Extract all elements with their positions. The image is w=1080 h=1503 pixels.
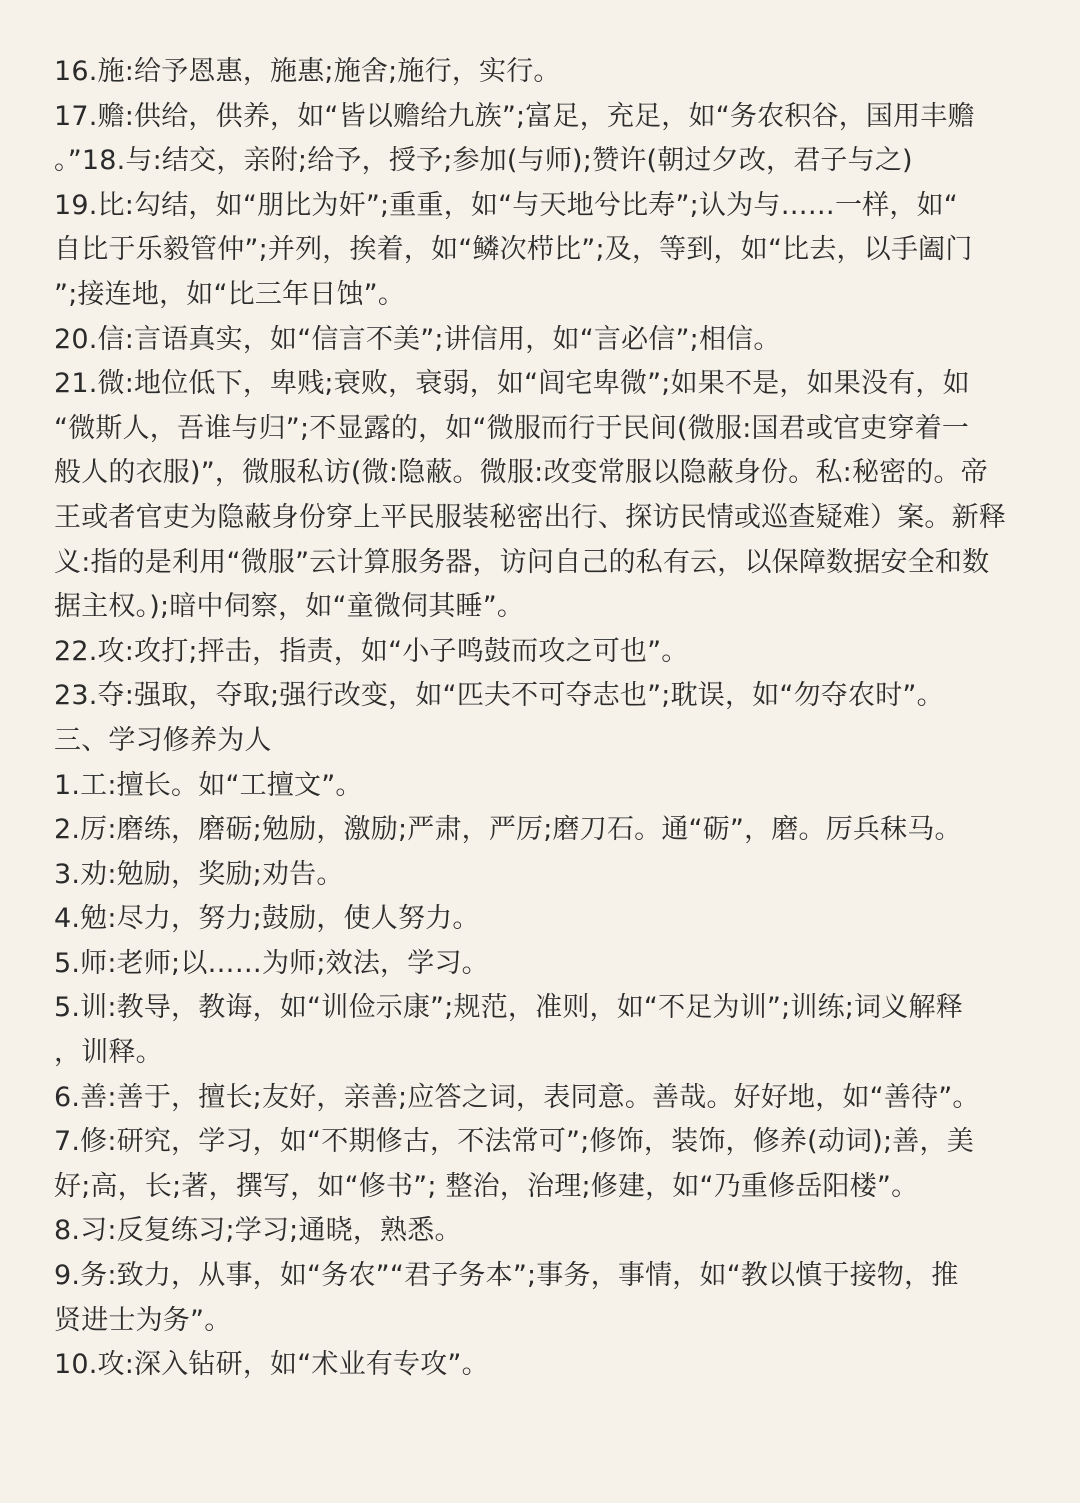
entry-1-gong: 1.工:擅长。如“工擅文”。 (54, 769, 363, 801)
entry-6-shan: 6.善:善于，擅长;友好，亲善;应答之词，表同意。善哉。好好地，如“善待”。 (54, 1081, 980, 1113)
entry-19-bi: 19.比:勾结，如“朋比为奸”;重重，如“与天地兮比寿”;认为与……一样，如“ (54, 189, 958, 221)
entry-20-xin: 20.信:言语真实，如“信言不美”;讲信用，如“言必信”;相信。 (54, 323, 781, 355)
entry-18-yu: 。”18.与:结交，亲附;给予，授予;参加(与师);赞许(朝过夕改，君子与之) (54, 145, 913, 177)
section-heading: 三、学习修养为人 (54, 724, 272, 756)
entry-22-gong: 22.攻:攻打;抨击，指责，如“小子鸣鼓而攻之可也”。 (54, 635, 689, 667)
entry-5-xun: 5.训:教导，教诲，如“训俭示康”;规范，准则，如“不足为训”;训练;词义解释 (54, 992, 963, 1024)
entry-16-shi: 16.施:给予恩惠，施惠;施舍;施行，实行。 (54, 56, 561, 87)
entry-23-duo: 23.夺:强取，夺取;强行改变，如“匹夫不可夺志也”;耽误，如“勿夺农时”。 (54, 680, 944, 712)
entry-21-wei-cont-1: “微斯人，吾谁与归”;不显露的，如“微服而行于民间(微服:国君或官吏穿着一 (54, 412, 970, 444)
entry-5-xun-cont: ，训释。 (54, 1037, 163, 1069)
document-page (54, 50, 1054, 1388)
entry-19-bi-cont-1: 自比于乐毅管仲”;并列，挨着，如“鳞次栉比”;及，等到，如“比去，以手阖门 (54, 234, 973, 266)
entry-4-mian: 4.勉:尽力，努力;鼓励，使人努力。 (54, 903, 480, 935)
entry-7-xiu-cont: 好;高，长;著，撰写，如“修书”; 整治，治理;修建，如“乃重修岳阳楼”。 (54, 1170, 919, 1202)
entry-9-wu: 9.务:致力，从事，如“务农”“君子务本”;事务，事情，如“教以慎于接物，推 (54, 1260, 959, 1292)
entry-7-xiu: 7.修:研究，学习，如“不期修古，不法常可”;修饰，装饰，修养(动词);善，美 (54, 1126, 974, 1158)
entry-9-wu-cont: 贤进士为务”。 (54, 1304, 232, 1336)
entry-5-shi: 5.师:老师;以……为师;效法，学习。 (54, 947, 489, 979)
entry-21-wei-cont-5: 据主权。);暗中伺察，如“童微伺其睡”。 (54, 591, 525, 623)
entry-21-wei-cont-3: 王或者官吏为隐蔽身份穿上平民服装秘密出行、探访民情或巡查疑难）案。新释 (54, 501, 1006, 533)
entry-21-wei-cont-4: 义:指的是利用“微服”云计算服务器，访问自己的私有云，以保障数据安全和数 (54, 546, 990, 578)
entry-21-wei: 21.微:地位低下，卑贱;衰败，衰弱，如“闾宅卑微”;如果不是，如果没有，如 (54, 368, 970, 400)
entry-3-quan: 3.劝:勉励，奖励;劝告。 (54, 858, 344, 890)
entry-8-xi: 8.习:反复练习;学习;通晓，熟悉。 (54, 1215, 462, 1247)
entry-2-li: 2.厉:磨练，磨砺;勉励，激励;严肃，严厉;磨刀石。通“砺”，磨。厉兵秣马。 (54, 814, 962, 846)
entry-10-gong: 10.攻:深入钻研，如“术业有专攻”。 (54, 1349, 489, 1381)
entry-21-wei-cont-2: 般人的衣服)”，微服私访(微:隐蔽。微服:改变常服以隐蔽身份。私:秘密的。帝 (54, 457, 988, 489)
entry-19-bi-cont-2: ”;接连地，如“比三年日蚀”。 (54, 278, 406, 310)
entry-17-shan: 17.赡:供给，供养，如“皆以赡给九族”;富足，充足，如“务农积谷，国用丰赡 (54, 100, 975, 132)
